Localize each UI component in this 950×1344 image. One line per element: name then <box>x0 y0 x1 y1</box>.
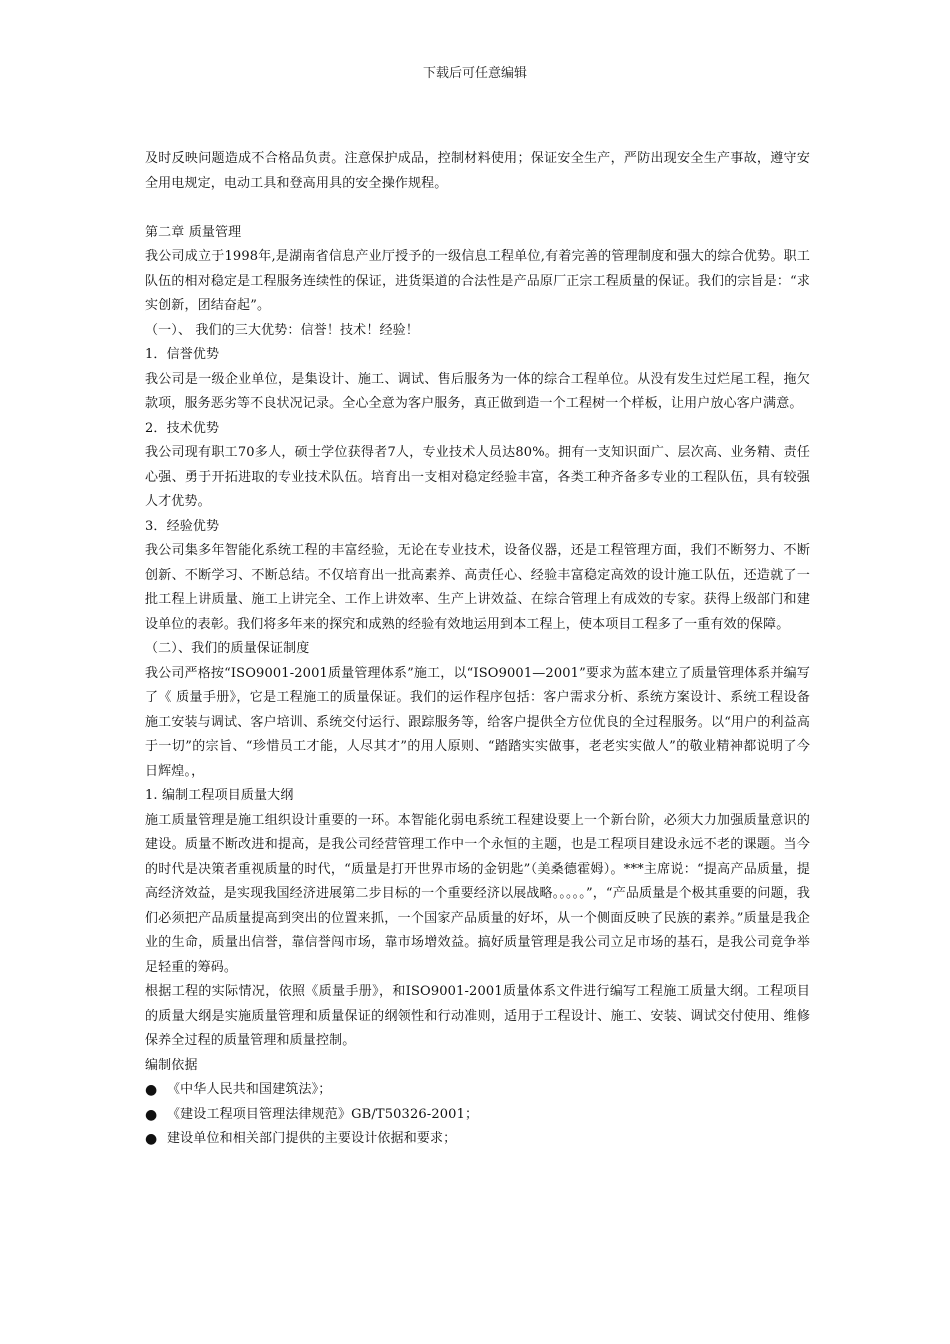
heading-quality-outline: 1. 编制工程项目质量大纲 <box>145 788 294 803</box>
paragraph-company-intro: 我公司成立于1998年,是湖南省信息产业厅授予的一级信息工程单位,有着完善的管理制度和强大的综合优势。职工队伍的相对稳定是工程服务连续性的保证，进货渠道的合法性是产品原厂正宗工程质量的保证。我们的宗旨是：“求实创新，团结奋起”。 <box>145 249 810 313</box>
paragraph-experience: 我公司集多年智能化系统工程的丰富经验，无论在专业技术，设备仪器，还是工程管理方面，我们不断努力、不断创新、不断学习、不断总结。不仅培育出一批高素养、高责任心、经验丰富稳定高效的设计施工队伍，还造就了一批工程上讲质量、施工上讲完全、工作上讲效率、生产上讲效益、在综合管理上有成效的专家。获得上级部门和建设单位的表彰。我们将多年来的探究和成熟的经验有效地运用到本工程上，使本项目工程多了一重有效的保障。 <box>145 543 810 632</box>
paragraph-quality-management: 施工质量管理是施工组织设计重要的一环。本智能化弱电系统工程建设要上一个新台阶，必须大力加强质量意识的建设。质量不断改进和提高，是我公司经营管理工作中一个永恒的主题，也是工程项目建设永远不老的课题。当今的时代是决策者重视质量的时代，“质量是打开世界市场的金钥匙”（美桑德霍姆）。***主席说：“提高产品质量，提高经济效益，是实现我国经济进展第二步目标的一个重要经济以展战略。。。。。”，“产品质量是个极其重要的问题，我们必须把产品质量提高到突出的位置来抓，一个国家产品质量的好坏，从一个侧面反映了民族的素养。”质量是我企业的生命，质量出信誉，靠信誉闯市场，靠市场增效益。搞好质量管理是我公司立足市场的基石，是我公司竟争举足轻重的筹码。 <box>145 812 810 975</box>
blank-line <box>145 196 810 221</box>
heading-experience: 3．经验优势 <box>145 518 220 534</box>
section-heading-quality-system: （二）、我们的质量保证制度 <box>145 641 310 656</box>
heading-reputation: 1．信誉优势 <box>145 347 220 362</box>
paragraph-reputation: 我公司是一级企业单位，是集设计、施工、调试、售后服务为一体的综合工程单位。从没有发生过烂尾工程，拖欠款项，服务恶劣等不良状况记录。全心全意为客户服务，真正做到造一个工程树一个样板，让用户放心客户满意。 <box>145 371 810 411</box>
bullet-icon: ● <box>145 1082 158 1098</box>
paragraph-outline-basis: 根据工程的实际情况，依照《质量手册》，和ISO9001-2001质量体系文件进行编写工程施工质量大纲。工程项目的质量大纲是实施质量管理和质量保证的纲领性和行动准则，适用于工程设计、施工、安装、调试交付使用、维修保养全过程的质量管理和质量控制。 <box>145 984 810 1048</box>
list-item-text: 建设单位和相关部门提供的主要设计依据和要求； <box>167 1131 457 1146</box>
paragraph-safety: 及时反映问题造成不合格品负责。注意保护成品，控制材料使用；保证安全生产，严防出现安全生产事故，遵守安全用电规定，电动工具和登高用具的安全操作规程。 <box>145 151 810 191</box>
heading-basis: 编制依据 <box>145 1057 198 1073</box>
list-item <box>145 1078 810 1103</box>
document-body <box>145 147 810 1152</box>
list-item <box>145 1127 810 1152</box>
heading-technology: 2．技术优势 <box>145 420 220 436</box>
bullet-icon: ● <box>145 1106 158 1123</box>
section-heading-advantages: （一）、 我们的三大优势：信誉！技术！经验！ <box>145 322 419 338</box>
list-item-text: 《建设工程项目管理法律规范》GB/T50326-2001； <box>167 1106 479 1122</box>
list-item-text: 《中华人民共和国建筑法》； <box>167 1082 332 1097</box>
paragraph-technology: 我公司现有职工70多人，硕士学位获得者7人，专业技术人员达80%。拥有一支知识面广、层次高、业务精、责任心强、勇于开拓进取的专业技术队伍。培育出一支相对稳定经验丰富，各类工种齐备多专业的工程队伍，具有较强人才优势。 <box>145 445 810 509</box>
bullet-icon: ● <box>145 1131 158 1147</box>
page-header: 下载后可任意编辑 <box>422 66 527 81</box>
paragraph-quality-system: 我公司严格按“ISO9001-2001质量管理体系”施工，以“ISO9001—2001”要求为蓝本建立了质量管理体系并编写了《 质量手册》，它是工程施工的质量保证。我们的运作程序包括：客户需求分析、系统方案设计、系统工程设备施工安装与调试、客户培训、系统交付运行、跟踪服务等，给客户提供全方位优良的全过程服务。以“用户的利益高于一切”的宗旨、“珍惜员工才能，人尽其才”的用人原则、“踏踏实实做事，老老实实做人”的敬业精神都说明了今日辉煌。， <box>145 665 810 779</box>
list-item <box>145 1103 810 1128</box>
chapter-title: 第二章 质量管理 <box>145 224 242 240</box>
